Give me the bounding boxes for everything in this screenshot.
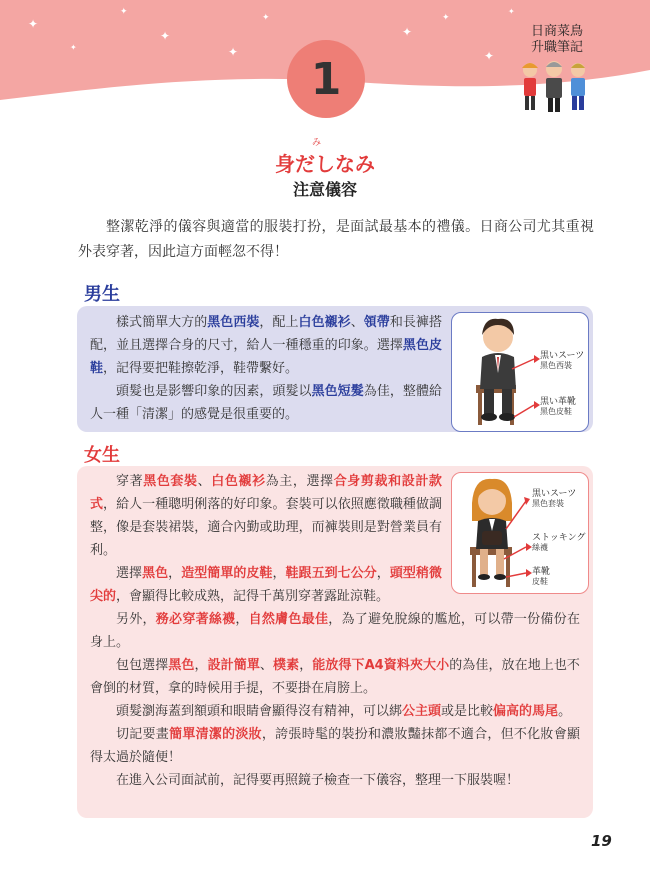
text-run: ， (194, 658, 208, 673)
text-run: ，為了避免脫線的尷尬，可以帶一份備份在身上。 (90, 612, 580, 650)
text-run: ，會顯得比較成熟，記得千萬別穿著露趾涼鞋。 (116, 589, 390, 604)
text-run: ， (235, 612, 249, 627)
label-jp: 黒い革靴 (540, 397, 577, 407)
highlight-red: 頭型稍微尖的 (90, 566, 442, 604)
men-figure (451, 312, 589, 432)
text-run: ，誇張時髦的裝扮和濃妝豔抹都不適合，但不化妝會顯得太過於隨便！ (90, 727, 580, 765)
label-jp: 黒いスーツ (540, 351, 585, 361)
text-run: 包包選擇 (116, 658, 169, 673)
highlight-blue: 黑色短髮 (311, 384, 364, 399)
highlight-red: 合身剪裁和設計款式 (90, 474, 442, 512)
men-text (90, 311, 442, 426)
men-heading: 男生 (84, 284, 120, 305)
women-paragraph-2 (90, 562, 442, 608)
title-chinese: 注意儀容 (292, 180, 357, 199)
text-run: 頭髮瀏海蓋到額頭和眼睛會顯得沒有精神，可以綁 (116, 704, 403, 719)
star-icon: ✦ (120, 7, 128, 17)
women-text-bottom (90, 608, 580, 792)
label-jp: ストッキング (532, 533, 586, 543)
highlight-blue: 黑色皮鞋 (90, 338, 442, 376)
label-black-suit-women (532, 489, 576, 509)
label-zh: 黑色套裝 (532, 499, 564, 508)
highlight-red: 白色襯衫 (211, 474, 266, 489)
highlight-red: 務必穿著絲襪 (155, 612, 236, 627)
text-run: 在進入公司面試前，記得要再照鏡子檢查一下儀容，整理一下服裝喔！ (116, 773, 520, 788)
highlight-red: 簡單清潔的淡妝 (169, 727, 262, 742)
star-icon: ✦ (442, 13, 450, 23)
highlight-red: 偏高的馬尾 (493, 704, 559, 719)
text-run: 的為佳，放在地上也不會倒的材質，拿的時候用手提，不要掛在肩膀上。 (90, 658, 580, 696)
text-run: 或是比較 (441, 704, 494, 719)
highlight-red: 能放得下A4資料夾大小 (312, 658, 450, 673)
label-zh: 皮鞋 (532, 577, 548, 586)
star-icon: ✦ (28, 17, 39, 31)
highlight-blue: 領帶 (363, 315, 390, 330)
text-run: ， (272, 566, 286, 581)
star-icon: ✦ (228, 45, 239, 59)
label-zh: 黑色西裝 (540, 361, 572, 370)
text-run: ， (299, 658, 313, 673)
highlight-red: 設計簡單 (207, 658, 260, 673)
label-zh: 絲襪 (532, 543, 548, 552)
highlight-red: 樸素 (273, 658, 300, 673)
highlight-red: 鞋跟五到七公分 (285, 566, 377, 581)
label-black-suit (540, 351, 584, 371)
text-run: 另外， (116, 612, 156, 627)
label-jp: 革靴 (532, 567, 551, 577)
women-paragraph-1 (90, 470, 442, 562)
series-line1: 日商菜鳥 (530, 24, 583, 39)
series-line2: 升職筆記 (530, 40, 583, 55)
text-run: 穿著 (116, 474, 144, 489)
highlight-red: 黑色 (168, 658, 195, 673)
star-icon: ✦ (484, 49, 495, 63)
series-title (522, 24, 592, 56)
star-icon: ✦ (508, 7, 515, 16)
women-paragraph-6 (90, 723, 580, 769)
text-run: 頭髮也是影響印象的因素，頭髮以 (116, 384, 312, 399)
highlight-red: 黑色套裝 (143, 474, 198, 489)
chapter-number-badge (287, 40, 365, 118)
text-run: 和長褲搭配，並且選擇合身的尺寸，給人一種穩重的印象。選擇 (90, 315, 442, 353)
highlight-blue: 黑色西裝 (207, 315, 260, 330)
text-run: ， (168, 566, 182, 581)
women-text-top (90, 470, 442, 608)
highlight-red: 造型簡單的皮鞋 (181, 566, 273, 581)
text-run: ，記得要把鞋擦乾淨，鞋帶繫好。 (103, 361, 299, 376)
label-jp: 黒いスーツ (532, 489, 577, 499)
women-figure (451, 472, 589, 594)
text-run: 、 (197, 474, 212, 489)
text-run: ，配上 (259, 315, 299, 330)
women-paragraph-4 (90, 654, 580, 700)
women-paragraph-7 (90, 769, 580, 792)
highlight-red: 自然膚色最佳 (248, 612, 329, 627)
highlight-blue: 白色襯衫 (298, 315, 351, 330)
star-icon: ✦ (402, 25, 413, 39)
title-ruby: み (312, 138, 322, 148)
star-icon: ✦ (160, 29, 171, 43)
star-icon: ✦ (70, 43, 77, 52)
men-paragraph-2 (90, 380, 442, 426)
text-run: 樣式簡單大方的 (116, 315, 208, 330)
women-paragraph-5 (90, 700, 580, 723)
text-run: ，給人一種聰明俐落的好印象。套裝可以依照應徵職種做調整，像是套裝裙裝，適合內勤或助理，而褲裝則是對營業員有利。 (90, 497, 442, 558)
label-stockings (532, 533, 585, 553)
chapter-number: 1 (310, 53, 342, 105)
characters-illustration (516, 58, 596, 114)
text-run: 。 (558, 704, 572, 719)
text-run: 切記要畫 (116, 727, 170, 742)
intro-paragraph: 整潔乾淨的儀容與適當的服裝打扮，是面試最基本的禮儀。日商公司尤其重視外表穿著，因此這方面輕忽不得！ (78, 219, 594, 260)
title-japanese: 身だしなみ (275, 152, 375, 176)
highlight-red: 公主頭 (402, 704, 442, 719)
label-zh: 黑色皮鞋 (540, 407, 572, 416)
page-number: 19 (591, 832, 612, 850)
text-run: 選擇 (116, 566, 143, 581)
text-run: 為主，選擇 (265, 474, 334, 489)
highlight-red: 黑色 (142, 566, 169, 581)
text-run: ， (376, 566, 390, 581)
label-black-shoes (540, 397, 576, 417)
label-leather-shoes (532, 567, 550, 587)
women-heading: 女生 (84, 445, 120, 466)
women-paragraph-3 (90, 608, 580, 654)
star-icon: ✦ (262, 13, 270, 23)
men-paragraph-1 (90, 311, 442, 380)
text-run: 、 (259, 658, 274, 673)
text-run: 、 (350, 315, 364, 330)
text-run: 為佳，整體給人一種「清潔」的感覺是很重要的。 (90, 384, 442, 422)
